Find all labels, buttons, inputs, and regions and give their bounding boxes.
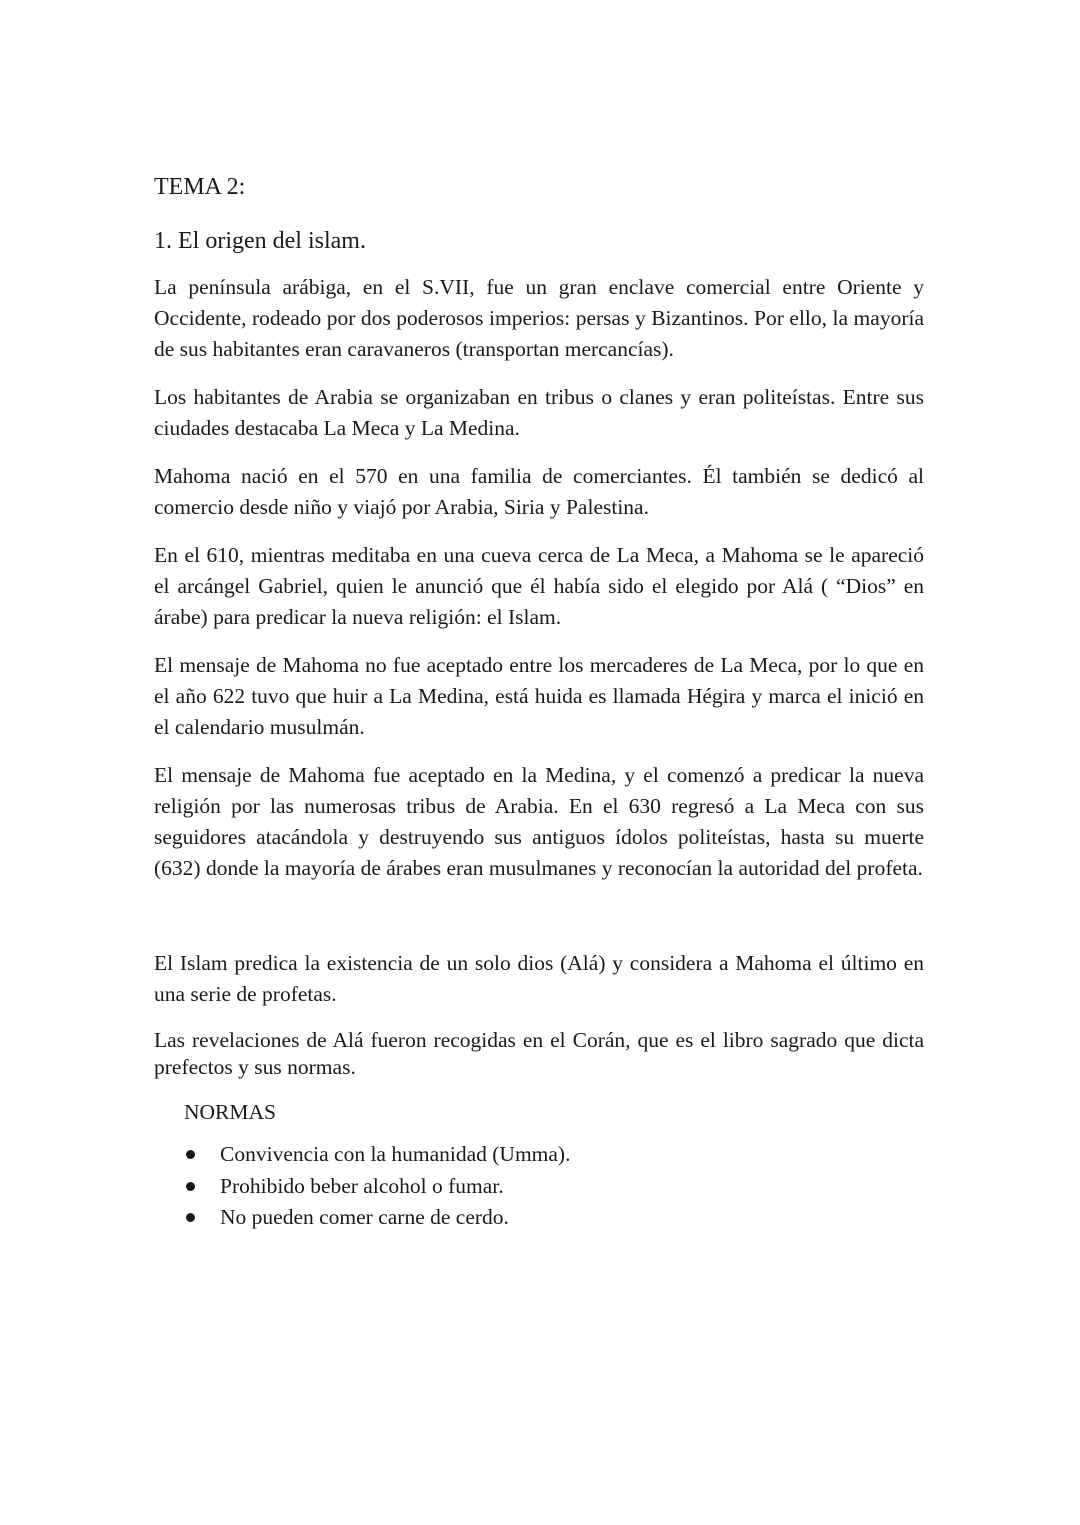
paragraph-islam-preaching: El Islam predica la existencia de un solo dios (Alá) y considera a Mahoma el último en una serie de profetas. (154, 951, 924, 1006)
paragraph-mahoma-birth: Mahoma nació en el 570 en una familia de comerciantes. Él también se dedicó al comercio desde niño y viajó por Arabia, Siria y Palestina. (154, 464, 924, 519)
list-item (184, 1171, 924, 1203)
paragraph-revelation: En el 610, mientras meditaba en una cueva cerca de La Meca, a Mahoma se le apareció el arcángel Gabriel, quien le anunció que él había sido el elegido por Alá ( “Dios” en árabe) para predicar la nueva religión: el Islam. (154, 543, 924, 629)
list-item (184, 1202, 924, 1234)
paragraph-arabian-peninsula: La península arábiga, en el S.VII, fue un gran enclave comercial entre Oriente y Occidente, rodeado por dos poderosos imperios: persas y Bizantinos. Por ello, la mayoría de sus habitantes eran caravaneros (transportan mercancías). (154, 275, 924, 361)
bullet-icon (186, 1182, 195, 1191)
section-title: 1. El origen del islam. (154, 228, 366, 254)
list-item-text: Convivencia con la humanidad (Umma). (220, 1142, 571, 1166)
list-item-text: No pueden comer carne de cerdo. (220, 1205, 509, 1229)
paragraph-medina: El mensaje de Mahoma fue aceptado en la Medina, y el comenzó a predicar la nueva religión por las numerosas tribus de Arabia. En el 630 regresó a La Meca con sus seguidores atacándola y destruyendo sus antiguos ídolos politeístas, hasta su muerte (632) donde la mayoría de árabes eran musulmanes y reconocían la autoridad del profeta. (154, 763, 924, 880)
paragraph-coran: Las revelaciones de Alá fueron recogidas en el Corán, que es el libro sagrado que dicta prefectos y sus normas. (154, 1028, 924, 1079)
bullet-icon (186, 1150, 195, 1159)
document-heading: TEMA 2: (154, 174, 246, 200)
normas-list (154, 1139, 924, 1234)
paragraph-arabia-inhabitants: Los habitantes de Arabia se organizaban en tribus o clanes y eran politeístas. Entre sus ciudades destacaba La Meca y La Medina. (154, 385, 924, 440)
document-page (154, 172, 924, 1234)
list-item-text: Prohibido beber alcohol o fumar. (220, 1173, 504, 1198)
paragraph-hegira: El mensaje de Mahoma no fue aceptado entre los mercaderes de La Meca, por lo que en el año 622 tuvo que huir a La Medina, está huida es llamada Hégira y marca el inició en el calendario musulmán. (154, 653, 924, 739)
bullet-icon (186, 1213, 195, 1222)
normas-title: NORMAS (184, 1100, 276, 1124)
list-item (184, 1139, 924, 1171)
